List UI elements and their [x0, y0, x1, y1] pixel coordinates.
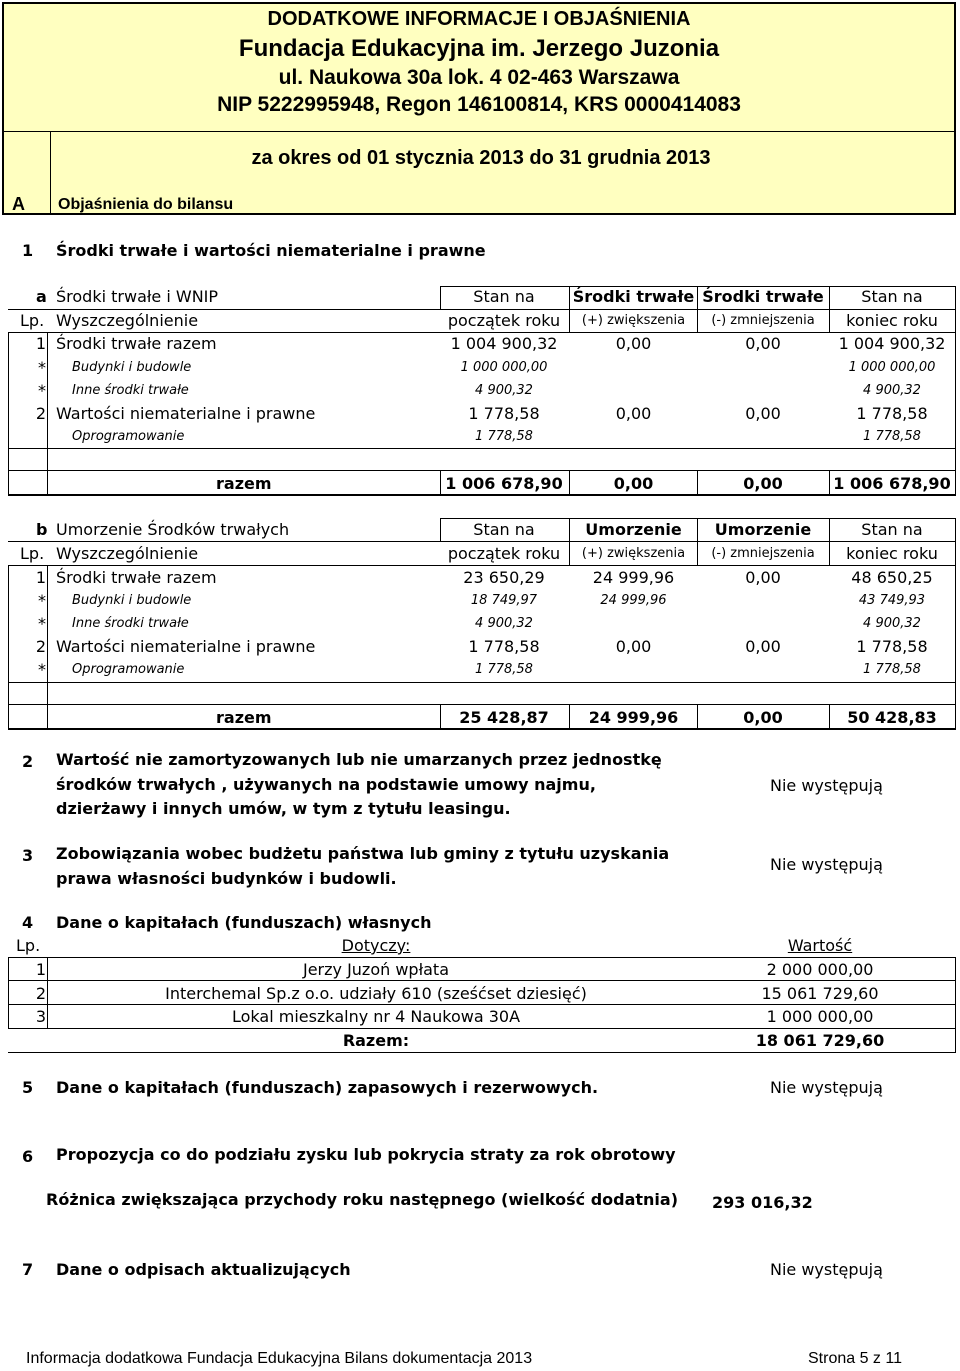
table-a-vline	[440, 286, 441, 310]
table-b-h2-col3: (-) zmniejszenia	[711, 546, 815, 561]
s7-number: 7	[22, 1260, 34, 1279]
organization-name: Fundacja Edukacyjna im. Jerzego Juzonia	[238, 35, 720, 62]
s4-total-value: 18 061 729,60	[755, 1031, 885, 1050]
s3-value: Nie występują	[770, 855, 883, 874]
table-cell: 1 000 000,00	[848, 360, 936, 375]
s1-title: Środki trwałe i wartości niematerialne i prawne	[56, 241, 486, 260]
table-a-vline	[47, 332, 48, 494]
table-a-h1-col4: Stan na	[861, 287, 923, 306]
s4-line	[8, 1004, 956, 1005]
table-cell: 1 778,58	[468, 637, 540, 656]
table-cell: 1 004 900,32	[450, 334, 558, 353]
s2-line2: środków trwałych , używanych na podstawie umowy najmu,	[56, 775, 596, 794]
table-b-h2-col2: (+) zwiększenia	[581, 546, 686, 561]
table-b-lp-header: Lp.	[20, 544, 45, 563]
table-row-lp: 3	[35, 1007, 46, 1026]
s2-value: Nie występują	[770, 776, 883, 795]
s4-line	[8, 1028, 956, 1029]
reporting-period: za okres od 01 stycznia 2013 do 31 grudnia 2013	[251, 147, 711, 169]
table-row-lp: *	[38, 660, 46, 679]
s4-total-label: Razem:	[342, 1031, 410, 1050]
header-column-divider	[50, 131, 51, 213]
table-b-line	[8, 682, 956, 683]
table-a-total-cell: 1 006 678,90	[445, 474, 563, 493]
s2-number: 2	[22, 752, 34, 771]
table-cell: 1 778,58	[863, 429, 921, 444]
table-cell: 48 650,25	[851, 568, 933, 587]
table-b-h1-col1: Stan na	[473, 520, 535, 539]
table-cell: 0,00	[745, 568, 781, 587]
table-b-total-cell: 50 428,83	[847, 708, 937, 727]
table-a-h2-col4: koniec roku	[846, 311, 938, 330]
table-cell: 15 061 729,60	[761, 984, 879, 1003]
table-a-letter: a	[36, 287, 47, 306]
table-row-name: Inne środki trwałe	[72, 383, 189, 398]
table-b-title: Umorzenie Środków trwałych	[56, 520, 290, 539]
table-cell: 23 650,29	[463, 568, 545, 587]
table-cell: 4 900,32	[475, 383, 533, 398]
table-cell: 1 778,58	[856, 637, 928, 656]
table-a-lp-header: Lp.	[20, 311, 45, 330]
table-row-lp: 1	[35, 568, 46, 587]
table-row-name: Wartości niematerialne i prawne	[56, 404, 316, 423]
table-a-line	[8, 494, 956, 496]
table-a-total-label: razem	[216, 474, 272, 493]
table-cell: 1 004 900,32	[838, 334, 946, 353]
table-cell: 0,00	[615, 404, 652, 423]
s1-number: 1	[22, 241, 34, 260]
table-row-lp: *	[38, 358, 46, 377]
table-cell: 4 900,32	[475, 616, 533, 631]
s4-title: Dane o kapitałach (funduszach) własnych	[56, 913, 432, 932]
table-row-lp: 1	[35, 960, 46, 979]
s7-value: Nie występują	[770, 1260, 883, 1279]
organization-address: ul. Naukowa 30a lok. 4 02-463 Warszawa	[278, 66, 680, 89]
table-cell: 0,00	[745, 404, 781, 423]
table-cell: 0,00	[615, 334, 652, 353]
table-cell: Lokal mieszkalny nr 4 Naukowa 30A	[231, 1007, 521, 1026]
table-b-desc-header: Wyszczególnienie	[56, 544, 199, 563]
s6-diff-label: Różnica zwiększająca przychody roku następnego (wielkość dodatnia)	[46, 1190, 679, 1209]
table-row-name: Środki trwałe razem	[56, 334, 217, 353]
table-cell: 1 000 000,00	[766, 1007, 874, 1026]
table-b-letter: b	[36, 520, 48, 539]
table-b-vline	[955, 518, 956, 730]
table-b-h2-col4: koniec roku	[846, 544, 938, 563]
table-a-h2-col1: początek roku	[447, 311, 561, 330]
s7-title: Dane o odpisach aktualizujących	[56, 1260, 351, 1279]
s4-number: 4	[22, 913, 34, 932]
table-b-vline	[697, 518, 698, 566]
table-b-top-line	[440, 518, 956, 519]
table-cell: 24 999,96	[592, 568, 675, 587]
table-b-total-cell: 0,00	[743, 708, 783, 727]
table-row-lp: 1	[35, 334, 46, 353]
table-row-name: Wartości niematerialne i prawne	[56, 637, 316, 656]
s4-vline	[8, 957, 9, 1029]
table-cell: 1 778,58	[863, 662, 921, 677]
table-a-vline	[8, 332, 9, 494]
s2-line1: Wartość nie zamortyzowanych lub nie umarzanych przez jednostkę	[56, 750, 662, 769]
table-cell: 4 900,32	[863, 616, 921, 631]
table-row-name: Oprogramowanie	[72, 662, 185, 677]
table-a-h2-col3: (-) zmniejszenia	[711, 313, 815, 328]
table-b-vline	[569, 518, 570, 566]
header-title: DODATKOWE INFORMACJE I OBJAŚNIENIA	[267, 8, 691, 30]
table-a-h2-col2: (+) zwiększenia	[581, 313, 686, 328]
table-cell: 1 000 000,00	[460, 360, 548, 375]
footer-left: Informacja dodatkowa Fundacja Edukacyjna Bilans dokumentacja 2013	[26, 1350, 533, 1367]
table-cell: 2 000 000,00	[766, 960, 874, 979]
table-cell: 4 900,32	[863, 383, 921, 398]
table-cell: 43 749,93	[858, 593, 926, 608]
table-b-line	[8, 565, 956, 566]
s4-desc-header: Dotyczy:	[341, 936, 411, 955]
table-cell: Interchemal Sp.z o.o. udziały 610 (sześćset dziesięć)	[165, 984, 587, 1003]
table-cell: 1 778,58	[856, 404, 928, 423]
table-row-name: Środki trwałe razem	[56, 568, 217, 587]
table-b-vline	[47, 565, 48, 728]
table-a-vline	[829, 286, 830, 333]
table-cell: 1 778,58	[468, 404, 540, 423]
table-b-total-label: razem	[216, 708, 272, 727]
table-a-line	[8, 448, 956, 449]
s3-number: 3	[22, 846, 34, 865]
table-a-top-line	[440, 286, 956, 287]
s3-line2: prawa własności budynków i budowli.	[56, 869, 397, 888]
table-row-lp: 2	[35, 404, 46, 423]
table-a-line	[8, 332, 956, 333]
table-a-title: Środki trwałe i WNIP	[56, 287, 219, 306]
s4-line	[8, 957, 956, 958]
table-b-total-cell: 24 999,96	[588, 708, 679, 727]
table-row-name: Inne środki trwałe	[72, 616, 189, 631]
table-a-total-cell: 1 006 678,90	[833, 474, 951, 493]
s6-title: Propozycja co do podziału zysku lub pokrycia straty za rok obrotowy	[56, 1145, 676, 1164]
table-row-name: Budynki i budowle	[72, 360, 192, 375]
table-b-total-cell: 25 428,87	[459, 708, 549, 727]
table-b-h1-col3: Umorzenie	[714, 520, 812, 539]
table-cell: 24 999,96	[600, 593, 667, 608]
s5-number: 5	[22, 1078, 34, 1097]
table-cell: Jerzy Juzoń wpłata	[302, 960, 450, 979]
table-row-name: Oprogramowanie	[72, 429, 185, 444]
table-cell: 1 778,58	[475, 429, 533, 444]
table-a-vline	[955, 286, 956, 496]
s5-title: Dane o kapitałach (funduszach) zapasowych i rezerwowych.	[56, 1078, 599, 1097]
table-row-lp: *	[38, 591, 46, 610]
table-b-vline	[440, 518, 441, 542]
table-a-h1-col2: Środki trwałe	[572, 287, 695, 306]
document-header	[2, 2, 956, 215]
s5-value: Nie występują	[770, 1078, 883, 1097]
table-b-h2-col1: początek roku	[447, 544, 561, 563]
section-title: Objaśnienia do bilansu	[58, 196, 234, 213]
table-a-total-cell: 0,00	[613, 474, 654, 493]
s4-vline	[47, 957, 48, 1029]
organization-ids: NIP 5222995948, Regon 146100814, KRS 0000414083	[217, 93, 741, 116]
s6-diff-value: 293 016,32	[712, 1193, 813, 1212]
s4-line	[8, 980, 956, 981]
table-b-h1-col2: Umorzenie	[585, 520, 682, 539]
table-row-lp: 2	[35, 984, 46, 1003]
table-cell: 1 778,58	[475, 662, 533, 677]
table-cell: 0,00	[745, 334, 781, 353]
table-a-h1-col1: Stan na	[473, 287, 535, 306]
table-a-vline	[697, 286, 698, 333]
table-row-lp: *	[38, 381, 46, 400]
table-a-desc-header: Wyszczególnienie	[56, 311, 199, 330]
table-row-name: Budynki i budowle	[72, 593, 192, 608]
table-a-vline	[569, 286, 570, 333]
table-a-total-cell: 0,00	[743, 474, 783, 493]
table-cell: 18 749,97	[470, 593, 538, 608]
table-a-h1-col3: Środki trwałe	[702, 287, 824, 306]
table-row-lp: *	[38, 614, 46, 633]
s4-vline	[955, 957, 956, 1053]
s4-lp-header: Lp.	[16, 936, 41, 955]
header-divider	[4, 131, 954, 132]
table-b-h1-col4: Stan na	[861, 520, 923, 539]
table-b-vline	[829, 518, 830, 566]
table-a-line	[8, 470, 956, 471]
s6-number: 6	[22, 1147, 34, 1166]
table-b-vline	[8, 565, 9, 728]
table-b-line	[8, 728, 956, 730]
table-cell: 0,00	[745, 637, 781, 656]
table-cell: 0,00	[615, 637, 652, 656]
table-b-line	[8, 541, 956, 542]
table-a-line	[8, 309, 956, 310]
page-number: Strona 5 z 11	[808, 1350, 902, 1367]
table-row-lp: 2	[35, 637, 46, 656]
table-b-line	[8, 704, 956, 705]
section-letter: A	[12, 194, 25, 214]
s2-line3: dzierżawy i innych umów, w tym z tytułu leasingu.	[56, 799, 511, 818]
s4-line	[8, 1052, 956, 1053]
s3-line1: Zobowiązania wobec budżetu państwa lub gminy z tytułu uzyskania	[56, 844, 670, 863]
s4-value-header: Wartość	[787, 936, 853, 955]
